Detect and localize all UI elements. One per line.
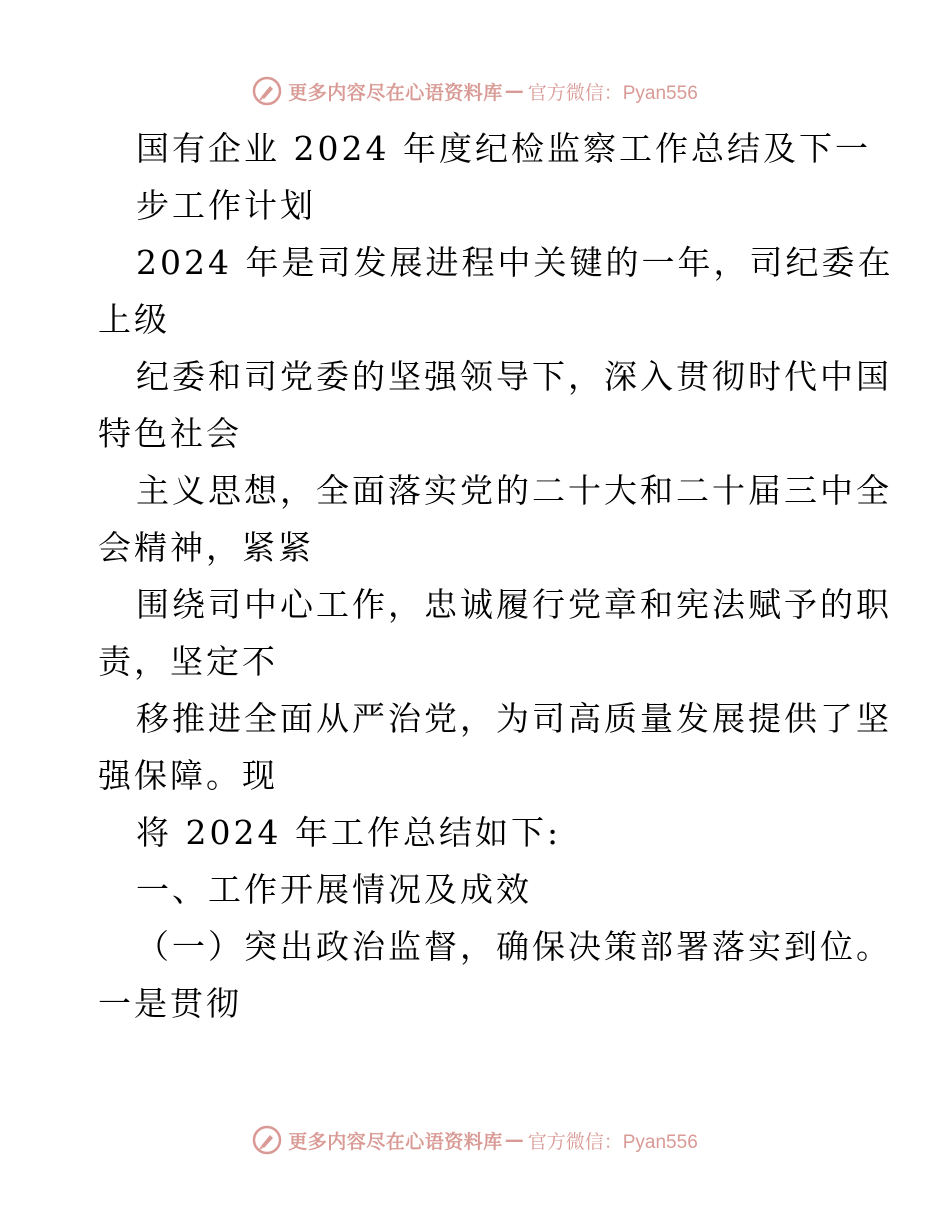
paragraph-line: 2024 年是司发展进程中关键的一年，司纪委在 (136, 243, 894, 282)
pen-logo-icon (252, 76, 282, 106)
section-heading: 一、工作开展情况及成效 (136, 870, 532, 909)
paragraph-line: 特色社会 (98, 414, 242, 453)
paragraph-line: 责，坚定不 (98, 642, 278, 681)
watermark-dash: — (504, 1129, 524, 1151)
paragraph-line: 一是贯彻 (98, 984, 242, 1023)
watermark-text: 更多内容尽在心语资料库 (288, 1130, 503, 1153)
paragraph-line: 强保障。现 (98, 756, 278, 795)
watermark-contact: 官方微信：Pyan556 (527, 82, 698, 104)
title-line-2: 步工作计划 (136, 186, 316, 225)
document-body (98, 120, 894, 1032)
subsection-heading: （一）突出政治监督，确保决策部署落实到位。 (136, 927, 892, 966)
footer-watermark (0, 1120, 950, 1160)
paragraph-line: 纪委和司党委的坚强领导下，深入贯彻时代中国 (136, 357, 892, 396)
paragraph-line: 会精神，紧紧 (98, 528, 314, 567)
title-line-1: 国有企业 2024 年度纪检监察工作总结及下一 (136, 129, 871, 168)
pen-logo-icon (252, 1125, 282, 1155)
paragraph-line: 移推进全面从严治党，为司高质量发展提供了坚 (136, 699, 892, 738)
watermark-text: 更多内容尽在心语资料库 (288, 81, 503, 104)
paragraph-line: 将 2024 年工作总结如下: (136, 813, 562, 852)
watermark-dash: — (504, 80, 524, 102)
paragraph-line: 上级 (98, 300, 170, 339)
paragraph-line: 主义思想，全面落实党的二十大和二十届三中全 (136, 471, 892, 510)
paragraph-line: 围绕司中心工作，忠诚履行党章和宪法赋予的职 (136, 585, 892, 624)
header-watermark (0, 71, 950, 111)
watermark-contact: 官方微信：Pyan556 (527, 1131, 698, 1153)
